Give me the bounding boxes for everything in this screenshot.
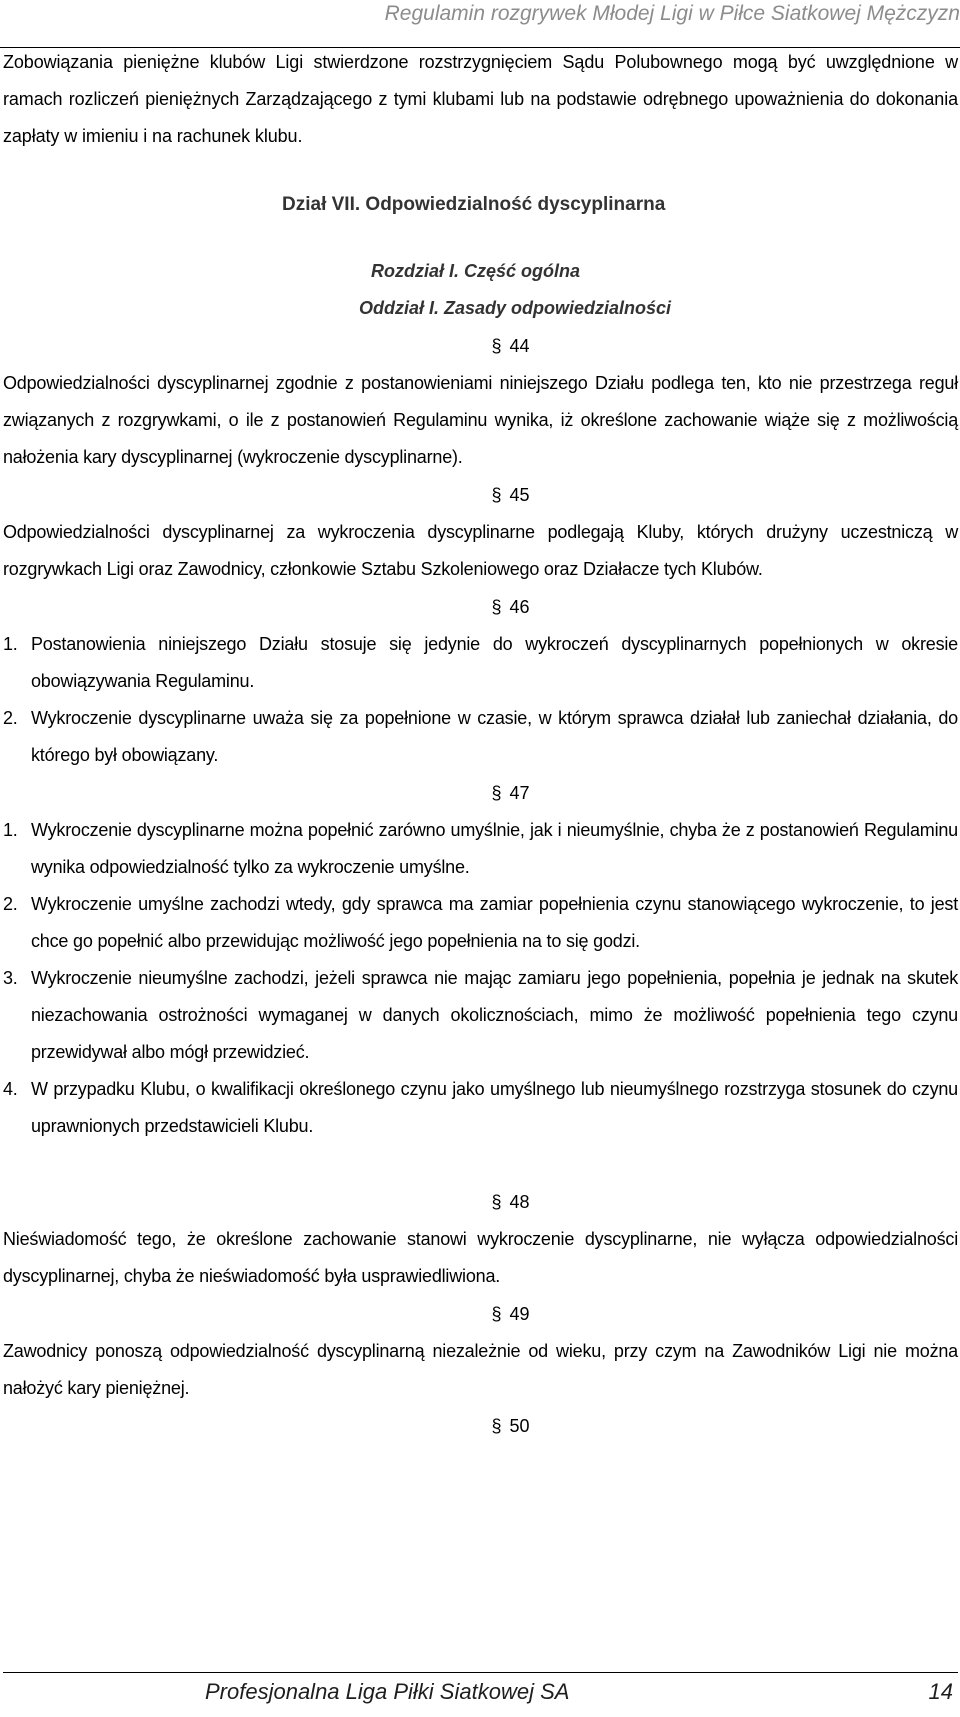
intro-paragraph: Zobowiązania pieniężne klubów Ligi stwierdzone rozstrzygnięciem Sądu Polubownego mogą być uwzględnione w ramach rozliczeń pieniężnych Zarządzającego z tymi klubami lub na podstawie odrębnego upoważnienia do dokonania zapłaty w imieniu i na rachunek klubu. xyxy=(3,52,958,146)
list-item-number: 2. xyxy=(3,894,18,914)
paragraph-number-45 xyxy=(63,476,958,514)
section-mark: § xyxy=(491,597,502,617)
list-item-number: 4. xyxy=(3,1079,18,1099)
list-item-number: 1. xyxy=(3,634,18,654)
list-item-text: Wykroczenie dyscyplinarne uważa się za popełnione w czasie, w którym sprawca działał lub zaniechał działania, do którego był obowiązany. xyxy=(31,708,958,765)
paragraph-48-text: Nieświadomość tego, że określone zachowanie stanowi wykroczenie dyscyplinarne, nie wyłącza odpowiedzialności dyscyplinarnej, chyba że nieświadomość była usprawiedliwiona. xyxy=(3,1229,958,1286)
section-mark: § xyxy=(491,1192,502,1212)
page-content xyxy=(3,44,958,1445)
paragraph-number-48 xyxy=(63,1183,958,1221)
section-mark: § xyxy=(491,1304,502,1324)
paragraph-45-text: Odpowiedzialności dyscyplinarnej za wykroczenia dyscyplinarne podlegają Kluby, których drużyny uczestniczą w rozgrywkach Ligi oraz Zawodnicy, członkowie Sztabu Szkoleniowego oraz Działacze tych Klubów. xyxy=(3,522,958,579)
paragraph-number-49 xyxy=(63,1295,958,1333)
page-footer xyxy=(205,1678,953,1706)
paragraph-number: 48 xyxy=(509,1192,530,1212)
footer-divider xyxy=(3,1672,958,1673)
section-mark: § xyxy=(491,336,502,356)
paragraph-number: 49 xyxy=(509,1304,530,1324)
paragraph-number: 46 xyxy=(509,597,530,617)
list-item-number: 3. xyxy=(3,968,18,988)
division-heading: Oddział I. Zasady odpowiedzialności xyxy=(359,298,672,318)
list-item xyxy=(3,812,958,886)
paragraph-number: 47 xyxy=(509,783,530,803)
footer-organization: Profesjonalna Liga Piłki Siatkowej SA xyxy=(205,1679,570,1704)
list-item xyxy=(3,700,958,774)
section-mark: § xyxy=(491,783,502,803)
paragraph-number: 45 xyxy=(509,485,530,505)
list-item-number: 2. xyxy=(3,708,18,728)
paragraph-44-text: Odpowiedzialności dyscyplinarnej zgodnie z postanowieniami niniejszego Działu podlega ten, kto nie przestrzega reguł związanych z rozgrywkami, o ile z postanowień Regulaminu wynika, iż określone zachowanie wiąże się z możliwością nałożenia kary dyscyplinarnej (wykroczenie dyscyplinarne). xyxy=(3,373,958,467)
list-item xyxy=(3,1071,958,1145)
paragraph-number: 44 xyxy=(509,336,530,356)
paragraph-49-text: Zawodnicy ponoszą odpowiedzialność dyscyplinarną niezależnie od wieku, przy czym na Zawodników Ligi nie można nałożyć kary pieniężnej. xyxy=(3,1341,958,1398)
paragraph-number-46 xyxy=(63,588,958,626)
list-item-text: Wykroczenie dyscyplinarne można popełnić zarówno umyślnie, jak i nieumyślnie, chyba że z postanowień Regulaminu wynika odpowiedzialność tylko za wykroczenie umyślne. xyxy=(31,820,958,877)
chapter-heading: Rozdział I. Część ogólna xyxy=(371,261,581,281)
section-mark: § xyxy=(491,485,502,505)
section-mark: § xyxy=(491,1416,502,1436)
spacer xyxy=(3,1145,958,1183)
list-item xyxy=(3,960,958,1071)
list-item xyxy=(3,626,958,700)
page-number: 14 xyxy=(928,1679,953,1704)
paragraph-number: 50 xyxy=(509,1416,530,1436)
section-heading: Dział VII. Odpowiedzialność dyscyplinarna xyxy=(282,194,666,215)
list-item-text: Postanowienia niniejszego Działu stosuje się jedynie do wykroczeń dyscyplinarnych popełnionych w okresie obowiązywania Regulaminu. xyxy=(31,634,958,691)
list-item xyxy=(3,886,958,960)
document-title: Regulamin rozgrywek Młodej Ligi w Piłce Siatkowej Mężczyzn xyxy=(384,2,960,25)
list-item-text: Wykroczenie umyślne zachodzi wtedy, gdy sprawca ma zamiar popełnienia czynu stanowiącego wykroczenie, to jest chce go popełnić albo przewidując możliwość jego popełnienia na to się godzi. xyxy=(31,894,958,951)
running-header xyxy=(0,0,960,48)
paragraph-number-44 xyxy=(63,327,958,365)
list-item-text: Wykroczenie nieumyślne zachodzi, jeżeli sprawca nie mając zamiaru jego popełnienia, popełnia je jednak na skutek niezachowania ostrożności wymaganej w danych okolicznościach, mimo że możliwość popełnienia tego czynu przewidywał albo mógł przewidzieć. xyxy=(31,968,958,1062)
list-item-text: W przypadku Klubu, o kwalifikacji określonego czynu jako umyślnego lub nieumyślnego rozstrzyga stosunek do czynu uprawnionych przedstawicieli Klubu. xyxy=(31,1079,958,1136)
list-item-number: 1. xyxy=(3,820,18,840)
paragraph-number-47 xyxy=(63,774,958,812)
paragraph-number-50 xyxy=(63,1407,958,1445)
